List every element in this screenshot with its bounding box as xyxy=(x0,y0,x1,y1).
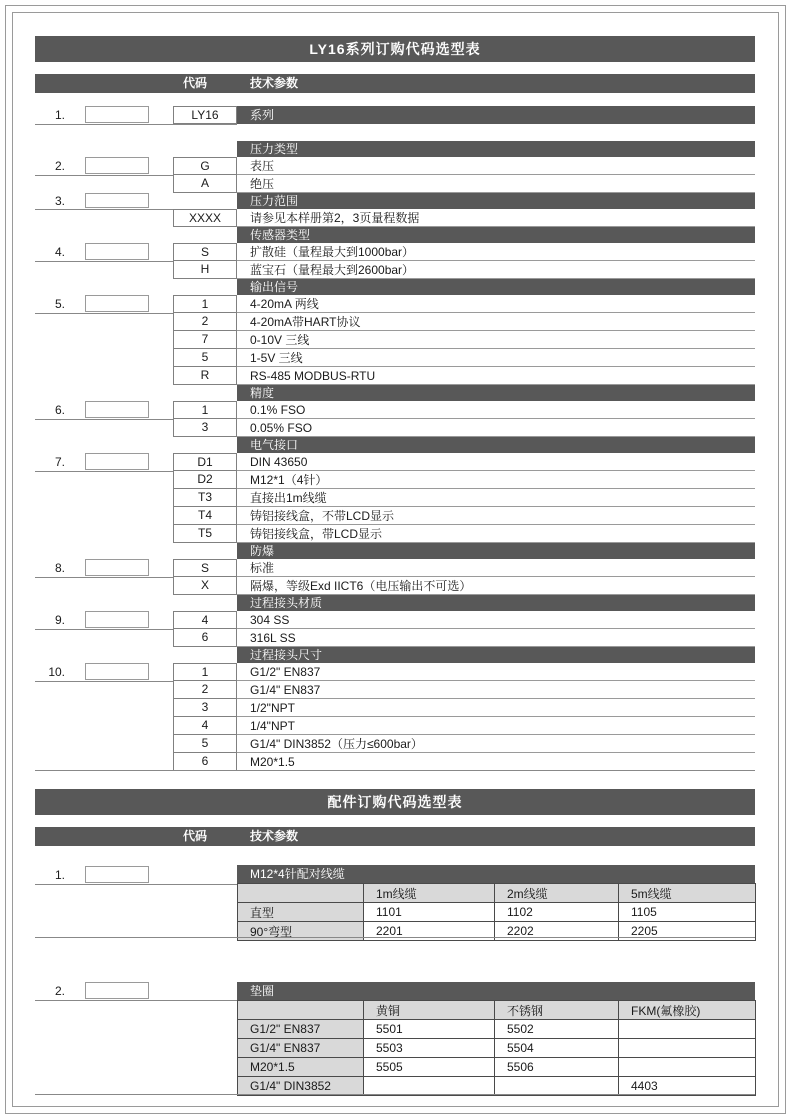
code-row xyxy=(35,699,755,717)
code-cell: 6 xyxy=(173,629,237,647)
table-cell: 5506 xyxy=(495,1058,619,1077)
code-cell: 3 xyxy=(173,699,237,717)
param-cell: 1/4"NPT xyxy=(237,717,755,735)
param-cell: 304 SS xyxy=(237,611,755,629)
code-row xyxy=(35,419,755,437)
code-cell: H xyxy=(173,261,237,279)
param-cell: 铸铝接线盒，不带LCD显示 xyxy=(237,507,755,525)
code-cell: 4 xyxy=(173,611,237,629)
code-row xyxy=(35,489,755,507)
code-row xyxy=(35,261,755,279)
code-row xyxy=(35,313,755,331)
table-header-row xyxy=(238,1001,756,1020)
table-cell xyxy=(619,1039,756,1058)
table-row xyxy=(238,1039,756,1058)
table-cell xyxy=(364,1077,495,1096)
divider-line xyxy=(35,937,755,938)
table-cell xyxy=(619,1058,756,1077)
code-row xyxy=(35,331,755,349)
code-cell: A xyxy=(173,175,237,193)
param-cell: 扩散硅（量程最大到1000bar） xyxy=(237,243,755,261)
accessory-section-header: 垫圈 xyxy=(237,982,755,1000)
code-cell: 2 xyxy=(173,313,237,331)
column-header: FKM(氟橡胶) xyxy=(619,1001,756,1020)
code-row xyxy=(35,243,755,261)
param-cell: 4-20mA带HART协议 xyxy=(237,313,755,331)
code-row xyxy=(35,753,755,771)
code-cell: 6 xyxy=(173,753,237,771)
param-cell: 0.1% FSO xyxy=(237,401,755,419)
section-header: 过程接头尺寸 xyxy=(237,647,755,663)
item-number: 10. xyxy=(48,665,65,679)
param-cell: G1/2" EN837 xyxy=(237,663,755,681)
param-cell: 0.05% FSO xyxy=(237,419,755,437)
item-number: 1. xyxy=(54,108,65,122)
param-cell: 4-20mA 两线 xyxy=(237,295,755,313)
table-cell: 1101 xyxy=(364,903,495,922)
row-label: 90°弯型 xyxy=(238,922,364,941)
table-cell: 2205 xyxy=(619,922,756,941)
code-row xyxy=(35,209,755,227)
column-header: 黄铜 xyxy=(364,1001,495,1020)
code-row xyxy=(35,717,755,735)
table1-title: LY16系列订购代码选型表 xyxy=(35,36,755,62)
section-header: 压力范围 xyxy=(237,193,755,209)
divider-line xyxy=(35,1094,755,1095)
code-cell: 4 xyxy=(173,717,237,735)
row-label: G1/2" EN837 xyxy=(238,1020,364,1039)
table-cell: 5505 xyxy=(364,1058,495,1077)
section-header: 过程接头材质 xyxy=(237,595,755,611)
table1-body xyxy=(35,106,755,771)
item-number: 3. xyxy=(54,194,65,208)
code-row xyxy=(35,507,755,525)
code-cell: R xyxy=(173,367,237,385)
item-number: 9. xyxy=(54,613,65,627)
code-row xyxy=(35,453,755,471)
code-cell: D2 xyxy=(173,471,237,489)
code-row xyxy=(35,349,755,367)
code-cell: 5 xyxy=(173,349,237,367)
table-header-row xyxy=(238,884,756,903)
accessory-number-group-1 xyxy=(35,866,237,885)
code-cell: T3 xyxy=(173,489,237,507)
table-row xyxy=(238,1058,756,1077)
code-row xyxy=(35,471,755,489)
item-number: 5. xyxy=(54,297,65,311)
code-row xyxy=(35,295,755,313)
item-number: 2. xyxy=(54,984,65,998)
section-header: 系列 xyxy=(237,106,755,124)
code-cell: D1 xyxy=(173,453,237,471)
code-row xyxy=(35,559,755,577)
section-header: 压力类型 xyxy=(237,141,755,157)
row-label: G1/4" EN837 xyxy=(238,1039,364,1058)
param-cell: 316L SS xyxy=(237,629,755,647)
table-row xyxy=(238,1020,756,1039)
table-cell: 5504 xyxy=(495,1039,619,1058)
divider-line xyxy=(35,770,755,771)
item-number: 2. xyxy=(54,159,65,173)
code-row xyxy=(35,681,755,699)
table-row xyxy=(238,903,756,922)
item-number: 8. xyxy=(54,561,65,575)
section-header: 电气接口 xyxy=(237,437,755,453)
item-number: 7. xyxy=(54,455,65,469)
table-cell: 1102 xyxy=(495,903,619,922)
code-cell: 3 xyxy=(173,419,237,437)
table-cell xyxy=(619,1020,756,1039)
param-cell: G1/4" DIN3852（压力≤600bar） xyxy=(237,735,755,753)
code-cell: 5 xyxy=(173,735,237,753)
param-cell: 直接出1m线缆 xyxy=(237,489,755,507)
code-cell: S xyxy=(173,243,237,261)
param-cell: 表压 xyxy=(237,157,755,175)
code-row xyxy=(35,577,755,595)
accessory-table-gaskets xyxy=(237,1000,756,1096)
row-label: 直型 xyxy=(238,903,364,922)
param-cell: M12*1（4针） xyxy=(237,471,755,489)
code-entry-box[interactable] xyxy=(85,866,149,883)
code-row xyxy=(35,106,755,124)
code-cell: 1 xyxy=(173,663,237,681)
code-row xyxy=(35,611,755,629)
accessory-table-cables xyxy=(237,883,756,941)
code-row xyxy=(35,663,755,681)
code-column-header: 代码 xyxy=(183,829,208,843)
accessory-number-group-2 xyxy=(35,982,237,1001)
row-label: G1/4" DIN3852 xyxy=(238,1077,364,1096)
table-cell: 2202 xyxy=(495,922,619,941)
table-cell xyxy=(495,1077,619,1096)
code-row xyxy=(35,175,755,193)
param-cell: 1-5V 三线 xyxy=(237,349,755,367)
code-cell: 1 xyxy=(173,295,237,313)
table-cell: 5501 xyxy=(364,1020,495,1039)
code-cell: LY16 xyxy=(173,106,237,124)
code-cell: X xyxy=(173,577,237,595)
table-cell: 1105 xyxy=(619,903,756,922)
param-cell: 铸铝接线盒，带LCD显示 xyxy=(237,525,755,543)
param-cell: 隔爆，等级Exd IICT6（电压输出不可选） xyxy=(237,577,755,595)
param-cell: 蓝宝石（量程最大到2600bar） xyxy=(237,261,755,279)
code-entry-box[interactable] xyxy=(85,982,149,999)
spacer xyxy=(35,124,755,141)
param-cell: 绝压 xyxy=(237,175,755,193)
section-header: 输出信号 xyxy=(237,279,755,295)
code-column-header: 代码 xyxy=(183,76,208,90)
section-header: 防爆 xyxy=(237,543,755,559)
table2-column-header xyxy=(35,827,755,846)
code-cell: 7 xyxy=(173,331,237,349)
code-row xyxy=(35,629,755,647)
param-cell: 标准 xyxy=(237,559,755,577)
table1-column-header xyxy=(35,74,755,93)
column-header xyxy=(238,1001,364,1020)
section-header: 精度 xyxy=(237,385,755,401)
table-row xyxy=(238,1077,756,1096)
item-number: 1. xyxy=(54,868,65,882)
param-cell: 1/2"NPT xyxy=(237,699,755,717)
code-cell: 1 xyxy=(173,401,237,419)
code-cell: G xyxy=(173,157,237,175)
param-cell: M20*1.5 xyxy=(237,753,755,771)
param-column-header: 技术参数 xyxy=(250,829,299,843)
table-cell: 5503 xyxy=(364,1039,495,1058)
table2-title: 配件订购代码选型表 xyxy=(35,789,755,815)
column-header: 1m线缆 xyxy=(364,884,495,903)
param-cell: G1/4" EN837 xyxy=(237,681,755,699)
param-cell: 请参见本样册第2，3页量程数据 xyxy=(237,209,755,227)
column-header: 5m线缆 xyxy=(619,884,756,903)
section-header: 传感器类型 xyxy=(237,227,755,243)
code-row xyxy=(35,525,755,543)
table-cell: 4403 xyxy=(619,1077,756,1096)
code-row xyxy=(35,157,755,175)
code-cell: 2 xyxy=(173,681,237,699)
column-header xyxy=(238,884,364,903)
accessory-section-header: M12*4针配对线缆 xyxy=(237,865,755,883)
code-row xyxy=(35,735,755,753)
column-header: 2m线缆 xyxy=(495,884,619,903)
code-cell: S xyxy=(173,559,237,577)
table-cell: 5502 xyxy=(495,1020,619,1039)
param-column-header: 技术参数 xyxy=(250,76,299,90)
table-cell: 2201 xyxy=(364,922,495,941)
param-cell: DIN 43650 xyxy=(237,453,755,471)
param-cell: RS-485 MODBUS-RTU xyxy=(237,367,755,385)
code-cell: T4 xyxy=(173,507,237,525)
item-number: 6. xyxy=(54,403,65,417)
code-cell: T5 xyxy=(173,525,237,543)
column-header: 不锈钢 xyxy=(495,1001,619,1020)
row-label: M20*1.5 xyxy=(238,1058,364,1077)
code-row xyxy=(35,401,755,419)
item-number: 4. xyxy=(54,245,65,259)
code-row xyxy=(35,367,755,385)
param-cell: 0-10V 三线 xyxy=(237,331,755,349)
code-cell: XXXX xyxy=(173,209,237,227)
